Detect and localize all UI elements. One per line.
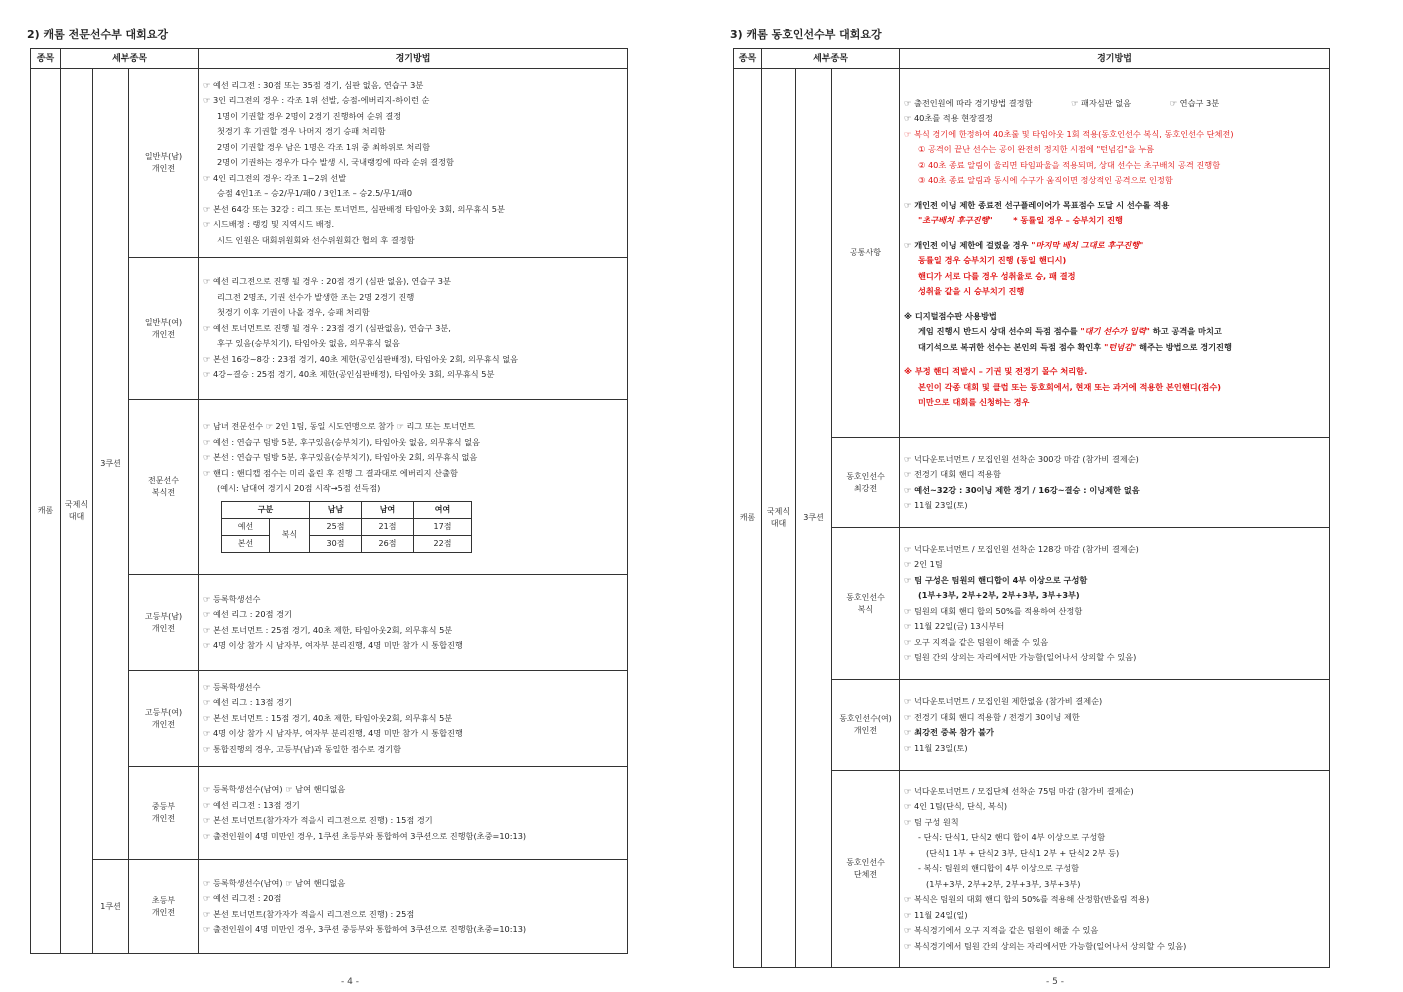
header-sport: 종목	[31, 49, 61, 69]
method-line: ② 40초 종료 알림이 울리면 타임파울을 적용되며, 상대 선수는 초구배치 공격 진행함	[918, 159, 1221, 170]
method-cell	[900, 771, 1330, 968]
method-line: (예시: 남대여 경기시 20점 시작→5점 선득점)	[217, 483, 381, 494]
event-label: 동호인선수(여) 개인전	[832, 680, 900, 771]
handicap-head: 구분	[222, 501, 310, 518]
event-label: 중등부 개인전	[129, 767, 199, 860]
handicap-table	[221, 501, 472, 553]
method-line: ☞ 전경기 대회 핸디 적용함 / 전경기 30이닝 제한	[904, 711, 1080, 722]
method-line: 1명이 기권할 경우 2명이 2경기 진행하여 순위 결정	[217, 110, 402, 121]
method-line: - 단식: 단식1, 단식2 핸디 합이 4부 이상으로 구성함	[918, 832, 1106, 843]
method-line: 시드 인원은 대회위원회와 선수위원회간 협의 후 결정함	[217, 234, 415, 245]
rule-quote: "턴넘김"	[1104, 341, 1137, 352]
handicap-value: 30점	[310, 535, 362, 552]
method-line: ☞ 오구 지적을 같은 팀원이 해줄 수 있음	[904, 636, 1049, 647]
event-label: 고등부(여) 개인전	[129, 671, 199, 767]
method-cell	[199, 258, 628, 400]
rule-text: ☞ 패자심판 없음	[1071, 97, 1132, 108]
method-line: 첫경기 이후 기권이 나올 경우, 승패 처리함	[217, 307, 370, 318]
method-cell	[199, 69, 628, 258]
method-line: ☞ 팀 구성 원칙	[904, 816, 959, 827]
method-line: ☞ 예선 리그전으로 진행 될 경우 : 20점 경기 (심판 없음), 연습구 3분	[203, 276, 451, 287]
method-line: ☞ 팀원 간의 상의는 자리에서만 가능함(일어나서 상의할 수 있음)	[904, 652, 1137, 662]
rule-quote: "초구배치 후구진행"	[918, 215, 993, 225]
event-label: 동호인선수 복식	[832, 528, 900, 680]
method-line: ☞ 넉다운토너먼트 / 모집인원 선착순 300강 마감 (참가비 결제순)	[904, 453, 1139, 464]
rule-text: 대기석으로 복귀한 선수는 본인의 득점 점수 확인후	[918, 341, 1105, 352]
page-number: - 5 -	[1046, 977, 1064, 987]
section-title-pro: 2) 캐롬 전문선수부 대회요강	[27, 28, 169, 41]
method-cell	[900, 438, 1330, 528]
method-line: ☞ 예선 리그전 : 30점 또는 35점 경기, 심판 없음, 연습구 3분	[203, 79, 424, 90]
method-line: ☞ 개인전 이닝 제한 종료전 선구플레이어가 목표점수 도달 시 선수롤 적용	[904, 199, 1170, 210]
method-line: (단식1 1부 + 단식2 3부, 단식1 2부 + 단식2 2부 등)	[926, 847, 1120, 858]
method-line: 리그전 2명조, 기권 선수가 발생한 조는 2명 2경기 진행	[217, 291, 415, 302]
event-label: 동호인선수 최강전	[832, 438, 900, 528]
method-line: ☞ 4명 이상 참가 시 남자부, 여자부 분리진행, 4명 미만 참가 시 통합진행	[203, 728, 463, 739]
rule-quote: "대기 선수가 입력"	[1080, 326, 1150, 336]
method-line	[904, 238, 1325, 254]
page-4	[0, 0, 700, 992]
method-line: (1부+3부, 2부+2부, 2부+3부, 3부+3부)	[926, 878, 1081, 889]
rule-quote: "마지막 배치 그대로 후구진행"	[1031, 239, 1144, 250]
category-cell: 국제식 대대	[61, 69, 93, 954]
table-header-row	[31, 49, 628, 69]
method-line: 핸디가 서로 다를 경우 성취율로 승, 패 결정	[918, 270, 1076, 281]
event-label: 전문선수 복식전	[129, 400, 199, 575]
method-line: 첫경기 후 기권할 경우 나머지 경기 승패 처리함	[217, 126, 386, 137]
handicap-value: 17점	[414, 518, 472, 535]
method-line: ☞ 복식경기에서 팀원 간의 상의는 자리에서만 가능함(일어나서 상의할 수 있음)	[904, 940, 1187, 951]
handicap-round: 본선	[222, 535, 270, 552]
method-line: 미만으로 대회를 신청하는 경우	[918, 397, 1030, 407]
method-line	[904, 96, 1325, 112]
handicap-value: 25점	[310, 518, 362, 535]
method-line: ☞ 4인 1팀(단식, 단식, 복식)	[904, 801, 1008, 812]
method-line: ☞ 11월 23일(토)	[904, 742, 968, 753]
cushion3-cell: 3쿠션	[93, 69, 129, 860]
rule-text: ☞ 개인전 이닝 제한에 걸렸을 경우	[904, 239, 1032, 250]
method-line: (1부+3부, 2부+2부, 2부+3부, 3부+3부)	[918, 590, 1080, 600]
method-line: ☞ 등록학생선수	[203, 593, 261, 604]
method-line: ☞ 등록학생선수(남여) ☞ 남여 핸디없음	[203, 784, 346, 794]
method-line: ☞ 시드배정 : 랭킹 및 지역시드 배정.	[203, 219, 335, 230]
method-line: ☞ 본선 토너먼트 : 25점 경기, 40초 제한, 타임아웃2회, 의무휴식 5분	[203, 624, 453, 635]
method-line: ☞ 전경기 대회 핸디 적용함	[904, 469, 1001, 479]
handicap-value: 26점	[362, 535, 414, 552]
header-sport: 종목	[734, 49, 762, 69]
method-line: ☞ 본선 64강 또는 32강 : 리그 또는 토너먼트, 심판배정 타임아웃 3회, 의무휴식 5분	[203, 203, 505, 214]
method-line: ☞ 40초를 적용 현장결정	[904, 113, 993, 123]
rule-text: * 동률일 경우 – 승부치기 진행	[1013, 215, 1123, 225]
method-line: ☞ 넉다운토너먼트 / 모집단체 선착순 75팀 마감 (참가비 결제순)	[904, 785, 1134, 796]
table-row	[31, 69, 628, 258]
rule-text: 하고 공격을 마치고	[1149, 326, 1222, 336]
sport-cell: 캐롬	[734, 69, 762, 968]
method-line: 후구 있음(승부치기), 타임아웃 없음, 의무휴식 없음	[217, 338, 400, 349]
event-label: 초등부 개인전	[129, 860, 199, 954]
handicap-value: 22점	[414, 535, 472, 552]
method-line: ☞ 본선 : 연습구 팀방 5분, 후구있음(승부치기), 타임아웃 2회, 의무휴식 없음	[203, 452, 478, 463]
rule-text: 해주는 방법으로 경기진행	[1136, 341, 1232, 352]
section-title-amateur: 3) 캐롬 동호인선수부 대회요강	[730, 28, 882, 41]
method-line: ☞ 본선 토너먼트(참가자가 적을시 리그전으로 진행) : 25점	[203, 908, 415, 919]
method-line: ☞ 4강~결승 : 25점 경기, 40초 제한(공인심판배정), 타임아웃 3회, 의무휴식 5분	[203, 369, 495, 380]
method-line: ☞ 본선 16강~8강 : 23점 경기, 40초 제한(공인심판배정), 타임아웃 2회, 의무휴식 없음	[203, 353, 519, 364]
method-line: ① 공격이 끝난 선수는 공이 완전히 정지한 시점에 "턴넘김"을 누름	[918, 144, 1155, 154]
page-number: - 4 -	[341, 977, 359, 987]
method-line: ☞ 최강전 중복 참가 불가	[904, 727, 994, 737]
method-line: ☞ 예선 리그 : 13점 경기	[203, 697, 292, 708]
method-cell	[199, 860, 628, 954]
event-label: 일반부(여) 개인전	[129, 258, 199, 400]
method-line: ☞ 통합진행의 경우, 고등부(남)과 동일한 점수로 경기함	[203, 743, 402, 754]
amateur-division-table	[733, 48, 1330, 968]
sport-cell: 캐롬	[31, 69, 61, 954]
method-line: ☞ 예선 리그 : 20점 경기	[203, 609, 292, 619]
event-label: 공통사항	[832, 69, 900, 438]
method-line: ☞ 핸디 : 핸디캡 점수는 미리 올린 후 진행 그 결과대로 에버리지 산출함	[203, 467, 458, 478]
method-line	[904, 340, 1325, 356]
method-line: ☞ 팀 구성은 팀원의 핸디합이 4부 이상으로 구성함	[904, 574, 1088, 585]
method-line: ☞ 11월 22일(금) 13시부터	[904, 621, 1005, 631]
method-line: 성취율 같을 시 승부치기 진행	[918, 286, 1025, 296]
category-cell: 국제식 대대	[762, 69, 796, 968]
method-line: ☞ 4명 이상 참가 시 남자부, 여자부 분리진행, 4명 미만 참가 시 통합진행	[203, 640, 463, 650]
header-method: 경기방법	[199, 49, 628, 69]
header-method: 경기방법	[900, 49, 1330, 69]
handicap-value: 21점	[362, 518, 414, 535]
method-cell	[900, 680, 1330, 771]
method-line: ☞ 11월 23일(토)	[904, 500, 968, 510]
rule-text: ☞ 연습구 3분	[1169, 97, 1220, 108]
method-line: 2명이 기권하는 경우가 다수 발생 시, 국내랭킹에 따라 순위 결정함	[217, 157, 454, 168]
method-line: ③ 40초 종료 알림과 동시에 수구가 움직이면 정상적인 공격으로 인정함	[918, 175, 1173, 185]
handicap-head: 남여	[362, 501, 414, 518]
method-line: ☞ 팀원의 대회 핸디 합의 50%를 적용하여 산정함	[904, 605, 1083, 616]
method-line: ☞ 예선 리그전 : 13점 경기	[203, 799, 300, 810]
header-detail: 세부종목	[762, 49, 900, 69]
method-line: ☞ 예선 : 연습구 팀방 5분, 후구있음(승부치기), 타임아웃 없음, 의무휴식 없음	[203, 436, 481, 447]
method-cell	[199, 400, 628, 575]
handicap-head: 남남	[310, 501, 362, 518]
common-rules-cell	[900, 69, 1330, 438]
method-line: ☞ 넉다운토너먼트 / 모집인원 선착순 128강 마감 (참가비 결제순)	[904, 543, 1139, 554]
rule-text: 게임 진행시 반드시 상대 선수의 득점 점수를	[918, 326, 1081, 336]
method-line: ☞ 예선 리그전 : 20점	[203, 893, 282, 903]
method-line: ☞ 예선 토너먼트로 진행 될 경우 : 23점 경기 (심판없음), 연습구 3분,	[203, 322, 451, 333]
method-line: ☞ 3인 리그전의 경우 : 각조 1위 선발, 승점-에버리지-하이런 순	[203, 95, 430, 106]
method-line: ☞ 등록학생선수(남여) ☞ 남여 핸디없음	[203, 877, 346, 888]
table-row	[734, 69, 1330, 438]
method-cell	[199, 671, 628, 767]
cushion3-cell: 3쿠션	[796, 69, 832, 968]
method-line: ※ 디지털점수판 사용방법	[904, 310, 997, 321]
method-cell	[199, 767, 628, 860]
method-line: ※ 부정 핸디 적발시 – 기권 및 전경기 몰수 처리함.	[904, 366, 1088, 376]
table-header-row	[734, 49, 1330, 69]
method-line: - 복식: 팀원의 핸디합이 4부 이상으로 구성함	[918, 863, 1080, 874]
method-line: 2명이 기권할 경우 남은 1명은 각조 1위 중 최하위로 처리함	[217, 141, 431, 152]
cushion1-cell: 1쿠션	[93, 860, 129, 954]
method-line: ☞ 11월 24일(일)	[904, 909, 968, 920]
method-line: ☞ 2인 1팀	[904, 559, 943, 569]
method-line: ☞ 복식 경기에 한정하여 40초룰 및 타임아웃 1회 적용(동호인선수 복식, 동호인선수 단체전)	[904, 128, 1234, 139]
method-line: ☞ 본선 토너먼트 : 15점 경기, 40초 제한, 타임아웃2회, 의무휴식 5분	[203, 712, 453, 723]
method-line: 본인이 각종 대회 및 클럽 또는 동호회에서, 현재 또는 과거에 적용한 본인핸디(점수)	[918, 381, 1221, 392]
method-line: ☞ 출전인원이 4명 미만인 경우, 3쿠션 중등부와 통합하여 3쿠션으로 진행함(초중=10:13)	[203, 924, 527, 934]
rule-text: ☞ 출전인원에 따라 경기방법 결정함	[904, 97, 1033, 108]
table-row	[31, 860, 628, 954]
method-line	[904, 213, 1325, 229]
method-line: ☞ 예선~32강 : 30이닝 제한 경기 / 16강~결승 : 이닝제한 없음	[904, 484, 1140, 495]
method-line: 동률일 경우 승부치기 진행 (동일 핸디시)	[918, 255, 1067, 265]
header-detail: 세부종목	[61, 49, 199, 69]
method-line: ☞ 등록학생선수	[203, 681, 261, 692]
method-line: 승점 4인1조 – 승2/무1/패0 / 3인1조 – 승2.5/무1/패0	[217, 188, 413, 199]
method-line: ☞ 4인 리그전의 경우: 각조 1~2위 선발	[203, 172, 347, 183]
page-5	[700, 0, 1403, 992]
event-label: 동호인선수 단체전	[832, 771, 900, 968]
method-line: ☞ 본선 토너먼트(참가자가 적을시 리그전으로 진행) : 15점 경기	[203, 815, 433, 825]
method-cell	[199, 575, 628, 671]
method-line: ☞ 출전인원이 4명 미만인 경우, 1쿠션 초등부와 통합하여 3쿠션으로 진행함(초중=10:13)	[203, 830, 527, 841]
method-cell	[900, 528, 1330, 680]
method-line: ☞ 복식은 팀원의 대회 핸디 합의 50%를 적용해 산정함(반올림 적용)	[904, 894, 1150, 905]
event-label: 고등부(남) 개인전	[129, 575, 199, 671]
method-line: ☞ 남녀 전문선수 ☞ 2인 1팀, 동일 시도연맹으로 참가 ☞ 리그 또는 토너먼트	[203, 421, 475, 432]
method-line: ☞ 복식경기에서 오구 지적을 같은 팀원이 해줄 수 있음	[904, 925, 1099, 936]
method-line	[904, 324, 1325, 340]
handicap-round: 예선	[222, 518, 270, 535]
handicap-merged: 복식	[270, 518, 310, 552]
pro-division-table	[30, 48, 628, 954]
method-line: ☞ 넉다운토너먼트 / 모집인원 제한없음 (참가비 결제순)	[904, 696, 1103, 706]
handicap-head: 여여	[414, 501, 472, 518]
event-label: 일반부(남) 개인전	[129, 69, 199, 258]
